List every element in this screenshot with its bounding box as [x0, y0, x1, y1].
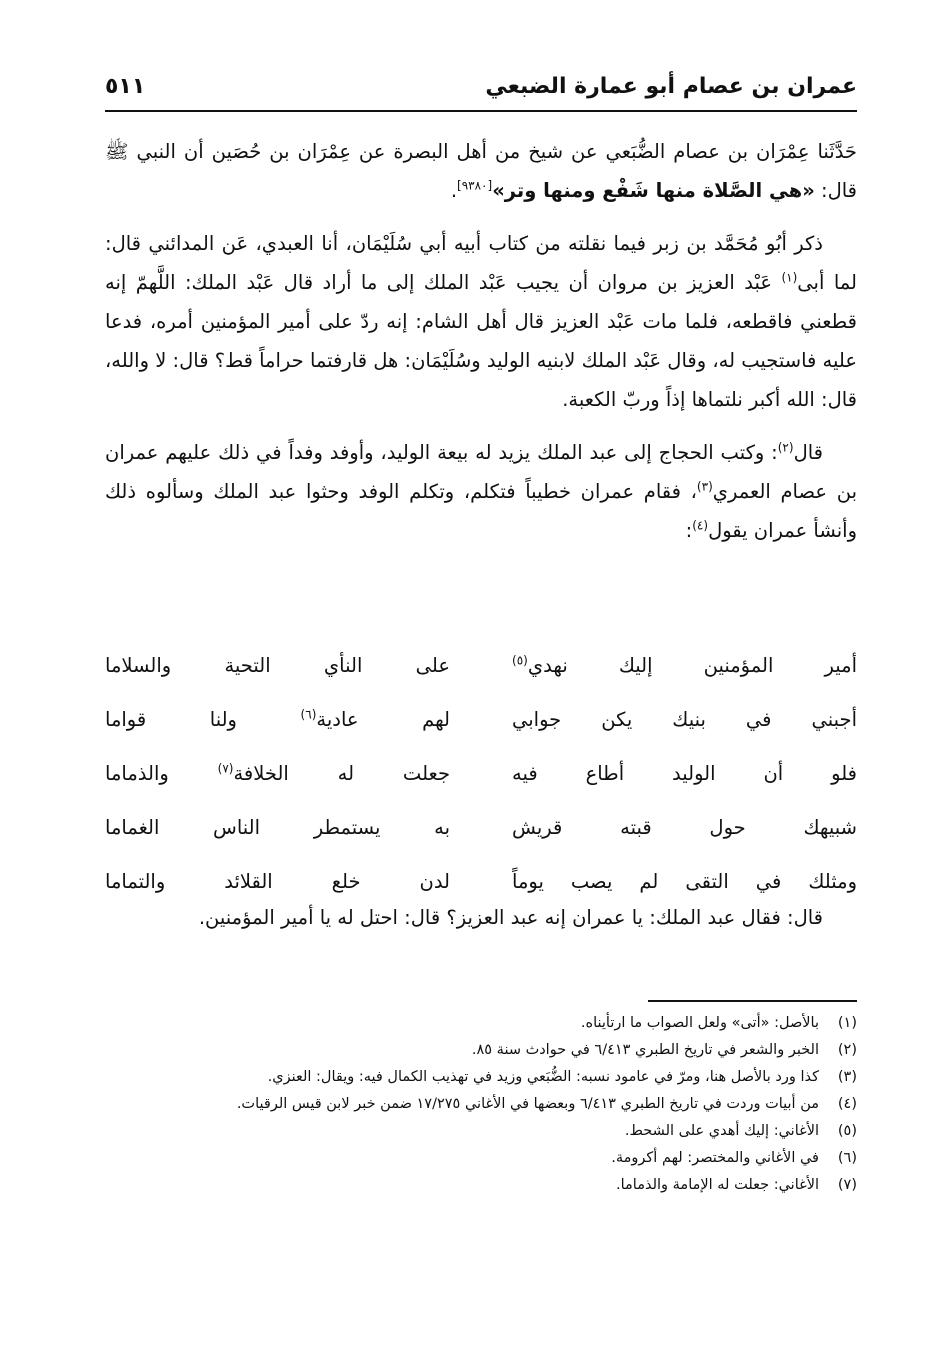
footnote-number: (٦) [837, 1150, 857, 1166]
footnote-text: بالأصل: «أتى» ولعل الصواب ما ارتأيناه. [580, 1015, 819, 1031]
footnote-number: (٤) [837, 1096, 857, 1112]
footnote-text: كذا ورد بالأصل هنا، ومرّ في عامود نسبه: الضُّبَعي وزيد في تهذيب الكمال فيه: ويقال: العنزي. [267, 1069, 819, 1085]
footnote-marker-7: (٧) [217, 761, 234, 775]
footnote [105, 1147, 857, 1170]
paragraph-3 [105, 433, 857, 550]
hemistich-text: أمير المؤمنين إليك نهدي [527, 653, 857, 677]
verse [105, 746, 857, 800]
header-rule [105, 110, 857, 112]
paragraph-3-text-a: قال [793, 441, 823, 464]
footnotes [105, 1012, 857, 1201]
verse [105, 800, 857, 854]
hemistich-text: على النأي التحية والسلاما [105, 653, 450, 677]
verse-first-hemistich [512, 762, 857, 785]
footnote [105, 1039, 857, 1062]
footnote-marker-5: (٥) [512, 653, 528, 667]
hemistich-text: فلو أن الوليد أطاع فيه [512, 761, 857, 785]
hemistich-text-end: والذماما [105, 761, 218, 785]
verse-first-hemistich [512, 708, 857, 731]
header-title: عمران بن عصام أبو عمارة الضبعي [485, 73, 857, 99]
footnote-number: (١) [837, 1015, 857, 1031]
footnote-text: من أبيات وردت في تاريخ الطبري ٦/٤١٣ وبعضها في الأغاني ١٧/٢٧٥ ضمن خبر لابن قيس الرقيات. [236, 1096, 819, 1112]
hemistich-text: أجبني في بنيك يكن جوابي [512, 707, 857, 731]
footnote [105, 1012, 857, 1035]
paragraph-2-text-b: عَبْد العزيز بن مروان أن يجيب عَبْد الملك إلى ما أراد قال عَبْد الملك: اللَّهمّ إنه قطعني فاقطعه، فلما مات عَبْد العزيز قال أهل الشام: إنه ردّ على أمير المؤمنين أمره، فدعا عليه فاستجيب له، وقال عَبْد الملك لابنيه الوليد وسُلَيْمَان: هل قارفتما حراماً قط؟ قال: لا والله، قال: الله أكبر نلتماها إذاً وربّ الكعبة. [105, 271, 857, 411]
hemistich-text: به يستمطر الناس الغماما [105, 815, 450, 839]
poem [105, 638, 857, 908]
footnote-marker-3: (٣) [696, 479, 713, 494]
paragraph-2 [105, 224, 857, 419]
verse-first-hemistich [512, 654, 857, 677]
footnote-number: (٢) [837, 1042, 857, 1058]
footnote-number: (٧) [837, 1177, 857, 1193]
footnote [105, 1174, 857, 1197]
verse-first-hemistich [512, 816, 857, 839]
page-number: ٥١١ [105, 73, 146, 99]
verse [105, 638, 857, 692]
footnote-number: (٥) [837, 1123, 857, 1139]
footnote-number: (٣) [837, 1069, 857, 1085]
verse-first-hemistich [512, 870, 857, 893]
hemistich-text: لدن خلع القلائد والتماما [105, 869, 450, 893]
verse-second-hemistich [105, 816, 450, 839]
paragraph-3-text-b: : وكتب الحجاج إلى عبد الملك يزيد له بيعة الوليد، وأوفد وفداً في ذلك عليهم عمران بن عصام العمري [105, 441, 857, 503]
hemistich-text: لهم عادية [316, 707, 451, 731]
footnote-text: الأغاني: جعلت له الإمامة والذماما. [616, 1177, 819, 1193]
hemistich-text-end: ولنا قواما [105, 707, 301, 731]
closing-paragraph [105, 898, 857, 951]
paragraph-1-end: . [450, 179, 458, 202]
footnote [105, 1066, 857, 1089]
paragraph-1-text: حَدَّثَنا عِمْرَان بن عصام الضُّبَعي عن شيخ من أهل البصرة عن عِمْرَان بن حُصَين أن النبي ﷺ قال: [105, 140, 857, 202]
footnote-marker-6: (٦) [300, 707, 317, 721]
footnote [105, 1120, 857, 1143]
paragraph-3-text-d: : [685, 519, 693, 542]
paragraph-1 [105, 132, 857, 210]
footnote-rule [648, 1000, 857, 1002]
footnote-marker-4: (٤) [692, 518, 709, 533]
paragraph-2-text-a: ذكر أبُو مُحَمَّد بن زبر فيما نقلته من كتاب أبيه أبي سُلَيْمَان، أنا العبدي، عَن المدائني قال: لما أبى [105, 232, 857, 294]
footnote-text: الأغاني: إليك أهدي على الشحط. [624, 1123, 819, 1139]
paragraph-3-text-c: ، فقام عمران خطيباً فتكلم، وتكلم الوفد وحثوا عبد الملك وسألوه ذلك وأنشأ عمران يقول [105, 480, 857, 542]
verse-second-hemistich [105, 708, 450, 731]
hemistich-text: جعلت له الخلافة [233, 761, 450, 785]
closing-text: قال: فقال عبد الملك: يا عمران إنه عبد العزيز؟ قال: احتل له يا أمير المؤمنين. [198, 906, 823, 929]
main-text [105, 132, 857, 564]
hemistich-text: شبيهك حول قبته قريش [512, 815, 857, 839]
footnote-marker-1: (١) [781, 270, 798, 285]
verse-second-hemistich [105, 762, 450, 785]
verse [105, 692, 857, 746]
footnote-text: الخبر والشعر في تاريخ الطبري ٦/٤١٣ في حوادث سنة ٨٥. [471, 1042, 819, 1058]
footnote-marker-2: (٢) [777, 440, 794, 455]
footnote [105, 1093, 857, 1116]
verse-second-hemistich [105, 870, 450, 893]
footnote-text: في الأغاني والمختصر: لهم أكرومة. [611, 1150, 819, 1166]
verse-second-hemistich [105, 654, 450, 677]
hemistich-text: ومثلك في التقى لم يصب يوماً [512, 869, 857, 893]
running-header [105, 66, 857, 106]
hadith-quote: «هي الصَّلاة منها شَفْع ومنها وتر» [492, 179, 815, 202]
hadith-reference: [٩٣٨٠] [457, 178, 493, 193]
